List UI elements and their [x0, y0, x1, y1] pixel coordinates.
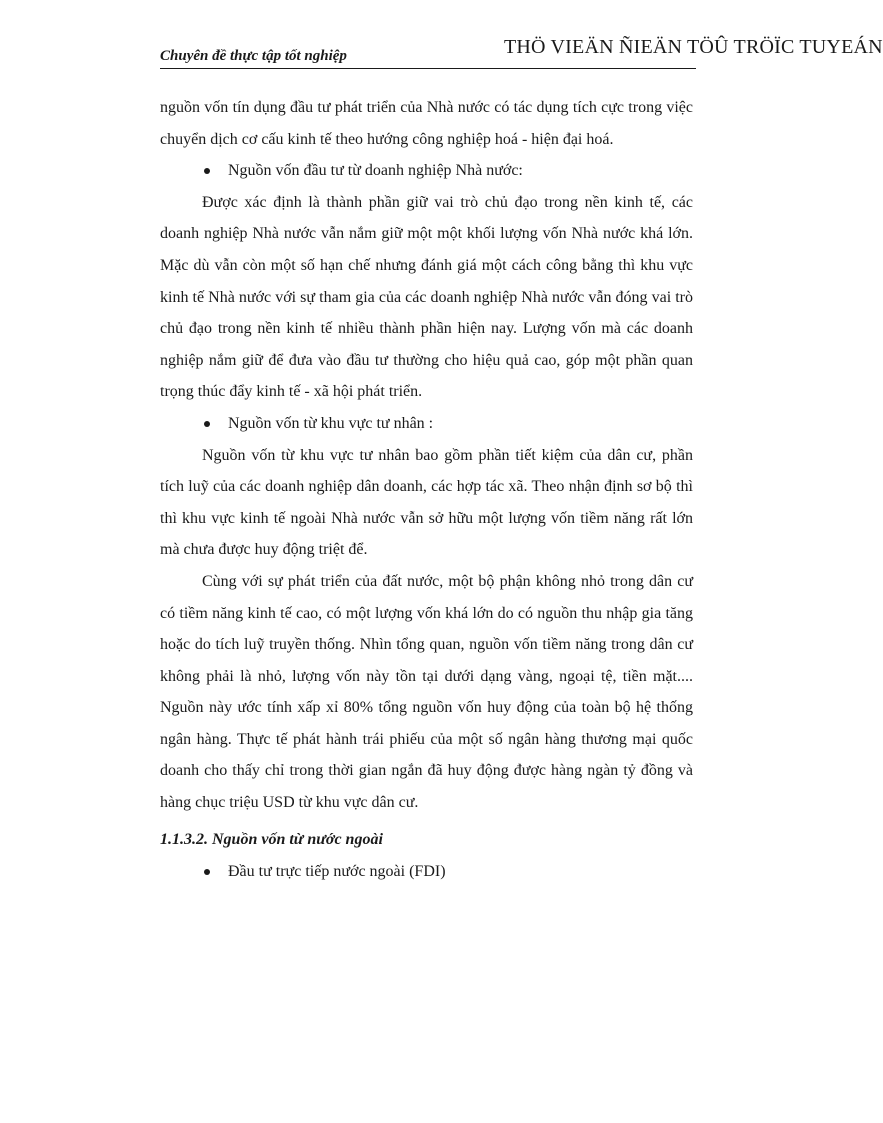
- bullet-item-fdi: [160, 856, 693, 888]
- paragraph-intro: nguồn vốn tín dụng đầu tư phát triển của Nhà nước có tác dụng tích cực trong việc chuyển dịch cơ cấu kinh tế theo hướng công nghiệp hoá - hiện đại hoá.: [160, 99, 693, 148]
- document-body: [160, 92, 693, 888]
- header-title: Chuyên đề thực tập tốt nghiệp: [160, 48, 347, 64]
- header-divider: [160, 68, 696, 69]
- bullet-item-private-sector: [160, 408, 693, 440]
- bullet-text: Nguồn vốn từ khu vực tư nhân :: [228, 414, 434, 432]
- section-heading: 1.1.3.2. Nguồn vốn từ nước ngoài: [160, 830, 383, 848]
- paragraph-state-enterprise: Được xác định là thành phần giữ vai trò chủ đạo trong nền kinh tế, các doanh nghiệp Nhà nước vẫn nắm giữ một một khối lượng vốn Nhà nước khá lớn. Mặc dù vẫn còn một số hạn chế nhưng đánh giá một cách công bằng thì khu vực kinh tế Nhà nước với sự tham gia của các doanh nghiệp Nhà nước vẫn đóng vai trò chủ đạo trong nền kinh tế nhiều thành phần hiện nay. Lượng vốn mà các doanh nghiệp nắm giữ để đưa vào đầu tư thường cho hiệu quả cao, góp một phần quan trọng thúc đẩy kinh tế - xã hội phát triển.: [160, 193, 693, 401]
- page-header: [160, 30, 883, 70]
- bullet-text: Đầu tư trực tiếp nước ngoài (FDI): [228, 863, 446, 881]
- paragraph-private-sector: Nguồn vốn từ khu vực tư nhân bao gồm phần tiết kiệm của dân cư, phần tích luỹ của các doanh nghiệp dân doanh, các hợp tác xã. Theo nhận định sơ bộ thì thì khu vực kinh tế ngoài Nhà nước vẫn sở hữu một lượng vốn tiềm năng rất lớn mà chưa được huy động triệt để.: [160, 446, 693, 559]
- bullet-item-state-enterprise: [160, 155, 693, 187]
- bullet-icon: [204, 421, 210, 427]
- paragraph-household-capital: Cùng với sự phát triển của đất nước, một bộ phận không nhỏ trong dân cư có tiềm năng kinh tế cao, có một lượng vốn khá lớn do có nguồn thu nhập gia tăng hoặc do tích luỹ truyền thống. Nhìn tổng quan, nguồn vốn tiềm năng trong dân cư không phải là nhỏ, lượng vốn này tồn tại dưới dạng vàng, ngoại tệ, tiền mặt.... Nguồn này ước tính xấp xỉ 80% tổng nguồn vốn huy động của toàn bộ hệ thống ngân hàng. Thực tế phát hành trái phiếu của một số ngân hàng thương mại quốc doanh cho thấy chỉ trong thời gian ngắn đã huy động được hàng ngàn tỷ đồng và hàng chục triệu USD từ khu vực dân cư.: [160, 572, 693, 812]
- bullet-text: Nguồn vốn đầu tư từ doanh nghiệp Nhà nước:: [228, 162, 523, 180]
- header-watermark: THÖ VIEÄN ÑIEÄN TÖÛ TRÖÏC TUYEÁN: [504, 36, 883, 58]
